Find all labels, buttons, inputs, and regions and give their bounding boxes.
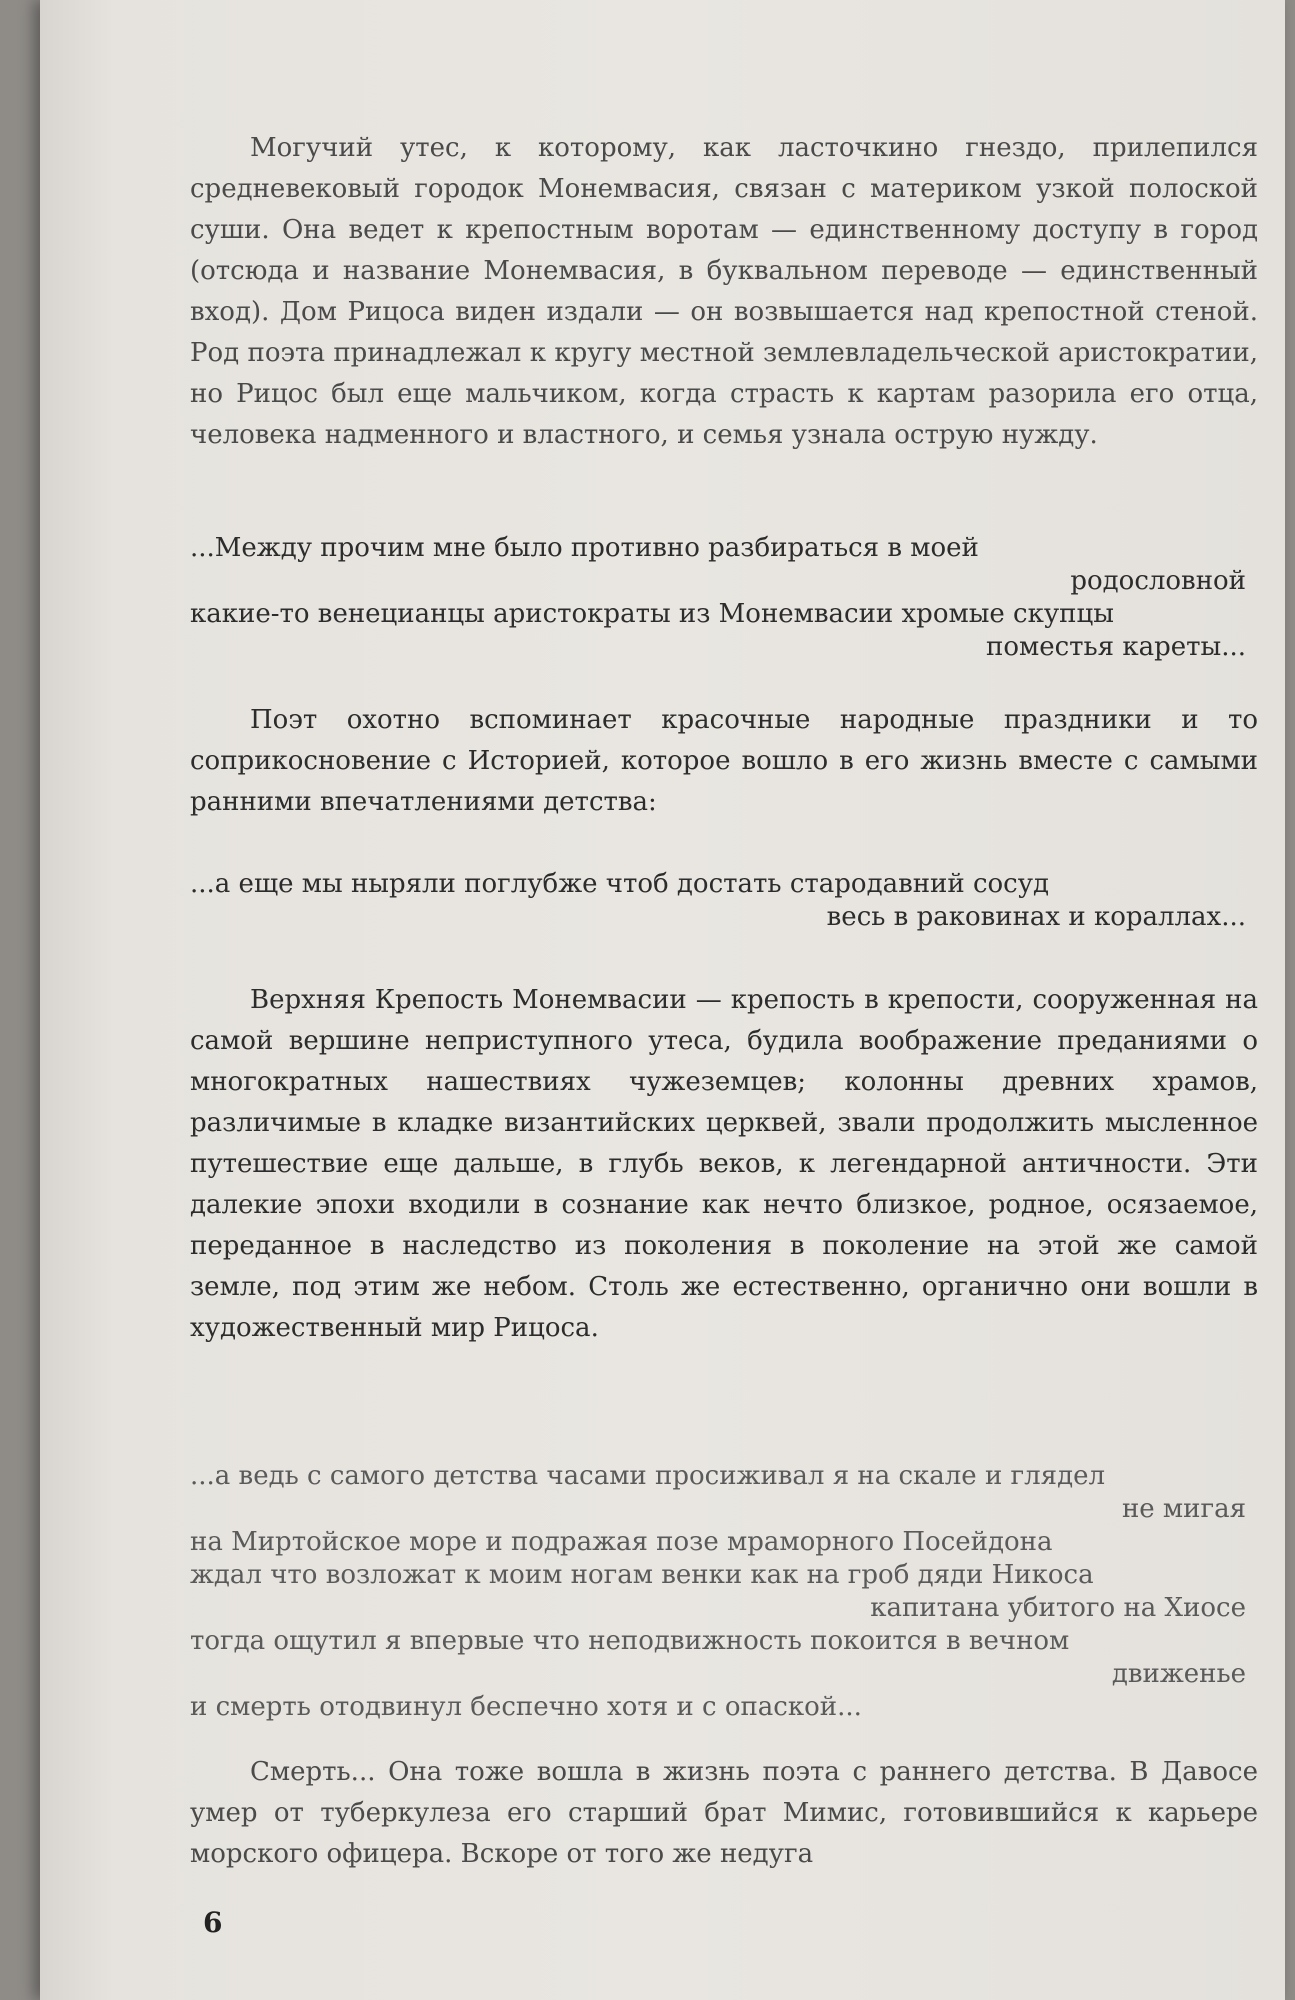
verse-line: ...Между прочим мне было противно разбираться в моей <box>190 533 979 563</box>
verse-1 <box>190 532 1258 664</box>
page-number: 6 <box>203 1906 223 1939</box>
verse-line-continuation: весь в раковинах и кораллах... <box>826 902 1246 932</box>
book-page <box>40 0 1285 2000</box>
verse-line-continuation: движенье <box>1111 1659 1246 1689</box>
verse-3 <box>190 1460 1258 1724</box>
paragraph-1 <box>190 128 1258 456</box>
verse-line: на Миртойское море и подражая позе мраморного Посейдона <box>190 1527 1053 1557</box>
verse-line-continuation: родословной <box>1070 566 1246 596</box>
verse-2 <box>190 868 1258 934</box>
paragraph-2 <box>190 700 1258 823</box>
verse-line: какие-то венецианцы аристократы из Монемвасии хромые скупцы <box>190 599 1114 629</box>
paragraph-text: Поэт охотно вспоминает красочные народные праздники и то соприкосновение с Историей, которое вошло в его жизнь вместе с самыми ранними впечатлениями детства: <box>190 705 1258 817</box>
verse-line: ждал что возложат к моим ногам венки как на гроб дяди Никоса <box>190 1560 1094 1590</box>
verse-line: тогда ощутил я впервые что неподвижность покоится в вечном <box>190 1626 1070 1656</box>
verse-line-continuation: не мигая <box>1121 1494 1246 1524</box>
paragraph-4 <box>190 1752 1258 1875</box>
verse-line-continuation: капитана убитого на Хиосе <box>870 1593 1246 1623</box>
verse-line: ...а ведь с самого детства часами просиживал я на скале и глядел <box>190 1461 1105 1491</box>
paragraph-text: Могучий утес, к которому, как ласточкино гнездо, прилепился средневековый городок Монемвасия, связан с материком узкой полоской суши. Она ведет к крепостным воротам — единственному доступу в город (отсюда и название Монемвасия, в буквальном переводе — единственный вход). Дом Рицоса виден издали — он возвышается над крепостной стеной. Род поэта принадлежал к кругу местной землевладельческой аристократии, но Рицос был еще мальчиком, когда страсть к картам разорила его отца, человека надменного и властного, и семья узнала острую нужду. <box>190 133 1258 450</box>
paragraph-text: Верхняя Крепость Монемвасии — крепость в крепости, сооруженная на самой вершине неприступного утеса, будила воображение преданиями о многократных нашествиях чужеземцев; колонны древних храмов, различимые в кладке византийских церквей, звали продолжить мысленное путешествие еще дальше, в глубь веков, к легендарной античности. Эти далекие эпохи входили в сознание как нечто близкое, родное, осязаемое, переданное в наследство из поколения в поколение на этой же самой земле, под этим же небом. Столь же естественно, органично они вошли в художественный мир Рицоса. <box>190 985 1258 1343</box>
verse-line: и смерть отодвинул беспечно хотя и с опаской... <box>190 1692 862 1722</box>
paragraph-3 <box>190 980 1258 1349</box>
verse-line: ...а еще мы ныряли поглубже чтоб достать стародавний сосуд <box>190 869 1050 899</box>
paragraph-text: Смерть... Она тоже вошла в жизнь поэта с раннего детства. В Давосе умер от туберкулеза его старший брат Мимис, готовившийся к карьере морского офицера. Вскоре от того же недуга <box>190 1757 1258 1869</box>
verse-line-continuation: поместья кареты... <box>985 632 1246 662</box>
